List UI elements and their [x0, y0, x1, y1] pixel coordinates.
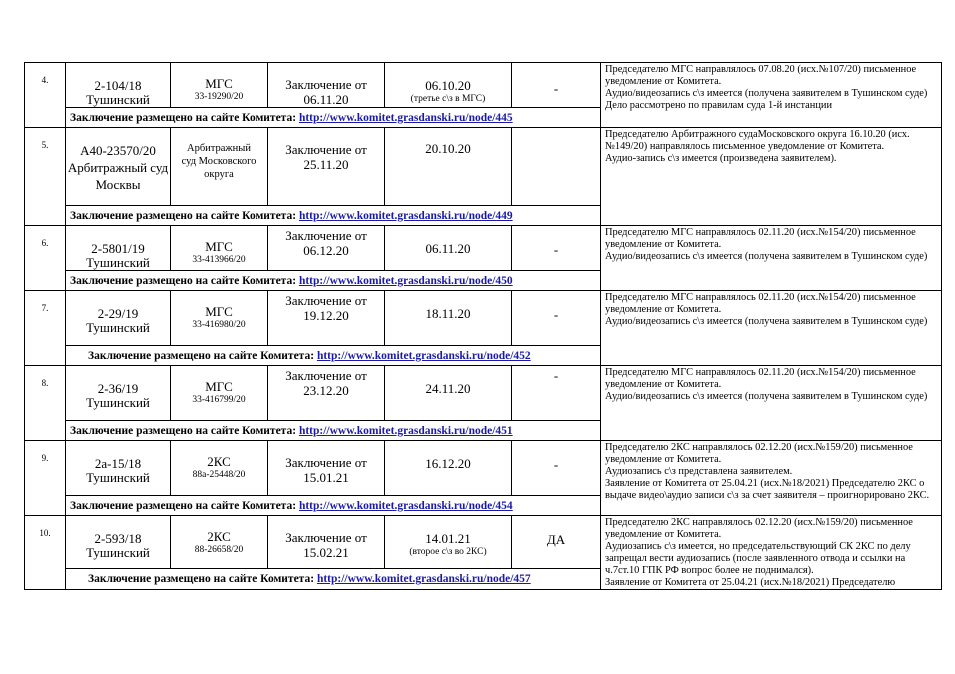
- conclusion-link[interactable]: http://www.komitet.grasdanski.ru/node/445: [298, 112, 513, 124]
- hearing-date-cell: [385, 291, 512, 346]
- conclusion-date: Заключение от 15.01.21: [268, 441, 385, 496]
- case-number: [66, 366, 171, 421]
- case-text: 2-104/18 Тушинский: [86, 78, 150, 107]
- case-text: 2-593/18 Тушинский: [86, 531, 150, 560]
- conclusion-link[interactable]: http://www.komitet.grasdanski.ru/node/457: [316, 573, 531, 586]
- hearing-date-cell: [385, 516, 512, 569]
- case-number: [66, 441, 171, 496]
- publication-note: [66, 108, 601, 128]
- table-row: [25, 63, 942, 108]
- row-number: 6.: [25, 226, 66, 291]
- notes-cell: [601, 366, 942, 441]
- court-cell: [171, 366, 268, 421]
- publication-label: Заключение размещено на сайте Комитета:: [70, 500, 299, 512]
- court-cell: [171, 128, 268, 206]
- conclusion-date: Заключение от 19.12.20: [268, 291, 385, 346]
- hearing-note: (третье с\з в МГС): [410, 94, 486, 104]
- table-row: [25, 128, 942, 206]
- publication-note: [66, 421, 601, 441]
- table-row: [25, 366, 942, 421]
- cases-table: [24, 62, 942, 590]
- hearing-date-cell: [385, 63, 512, 108]
- hearing-date: 24.11.20: [425, 381, 471, 396]
- hearing-date: 18.11.20: [425, 306, 471, 321]
- court-cell: [171, 226, 268, 271]
- note-line: Председателю Арбитражного судаМосковского округа 16.10.20 (исх.№149/20) направлялось письменное уведомление от Комитета.: [605, 129, 910, 152]
- note-line: Председателю МГС направлялось 02.11.20 (исх.№154/20) письменное уведомление от Комитета.: [605, 367, 916, 390]
- hearing-date: 16.12.20: [425, 456, 471, 471]
- court-name: МГС: [205, 379, 233, 394]
- conclusion-date: Заключение от 06.11.20: [268, 63, 385, 108]
- conclusion-date: Заключение от 25.11.20: [268, 128, 385, 206]
- conclusion-date: Заключение от 06.12.20: [268, 226, 385, 271]
- publication-label: Заключение размещено на сайте Комитета:: [70, 112, 299, 124]
- hearing-date: 20.10.20: [425, 141, 471, 156]
- publication-note: [66, 568, 601, 589]
- hearing-date: 14.01.21: [425, 531, 471, 546]
- hearing-date-cell: [385, 128, 512, 206]
- row-number: 10.: [25, 516, 66, 590]
- conclusion-link[interactable]: http://www.komitet.grasdanski.ru/node/454: [298, 500, 513, 512]
- conclusion-link[interactable]: http://www.komitet.grasdanski.ru/node/452: [316, 350, 531, 362]
- court-cell: [171, 63, 268, 108]
- court-cell: [171, 291, 268, 346]
- flag-cell: [512, 128, 601, 206]
- conclusion-date: Заключение от 15.02.21: [268, 516, 385, 569]
- note-line: Председателю 2КС направлялось 02.12.20 (исх.№159/20) письменное уведомление от Комитета.: [605, 517, 913, 540]
- hearing-date: 06.11.20: [425, 241, 471, 256]
- note-line: Дело рассмотрено по правилам суда 1-й инстанции: [605, 100, 833, 111]
- note-line: Заявление от Комитета от 25.04.21 (исх.№18/2021) Председателю 2КС о выдаче видео\аудио записи с\з за счет заявителя – проигнорировано 2КС.: [605, 478, 930, 501]
- row-number: 7.: [25, 291, 66, 366]
- note-line: Заявление от Комитета от 25.04.21 (исх.№18/2021) Председателю: [605, 577, 896, 588]
- publication-note: [66, 496, 601, 516]
- court-name: 2КС: [207, 454, 231, 469]
- court-case-number: 88-26658/20: [194, 545, 244, 555]
- court-name: Арбитражный суд Московского округа: [181, 143, 257, 180]
- case-number: [66, 226, 171, 271]
- court-case-number: 33-413966/20: [192, 255, 246, 265]
- publication-label: Заключение размещено на сайте Комитета:: [70, 425, 299, 437]
- notes-cell: [601, 441, 942, 516]
- note-line: Аудио/видеозапись с\з имеется (получена заявителем в Тушинском суде): [605, 316, 928, 327]
- court-case-number: 33-416799/20: [192, 395, 246, 405]
- note-line: Аудио/видеозапись с\з имеется (получена заявителем в Тушинском суде): [605, 88, 928, 99]
- notes-cell: [601, 291, 942, 366]
- case-text: 2а-15/18 Тушинский: [86, 456, 150, 485]
- hearing-date-cell: [385, 226, 512, 271]
- hearing-note: (второе с\з во 2КС): [409, 547, 487, 557]
- case-number: [66, 128, 171, 206]
- court-name: МГС: [205, 304, 233, 319]
- conclusion-link[interactable]: http://www.komitet.grasdanski.ru/node/451: [298, 425, 513, 437]
- note-line: Председателю МГС направлялось 07.08.20 (исх.№107/20) письменное уведомление от Комитета.: [605, 64, 917, 87]
- conclusion-link[interactable]: http://www.komitet.grasdanski.ru/node/449: [298, 210, 513, 222]
- hearing-date-cell: [385, 441, 512, 496]
- note-line: Председателю 2КС направлялось 02.12.20 (исх.№159/20) письменное уведомление от Комитета.: [605, 442, 913, 465]
- flag-cell: -: [512, 63, 601, 108]
- publication-label: Заключение размещено на сайте Комитета:: [88, 573, 317, 586]
- row-number: 8.: [25, 366, 66, 441]
- publication-note: [66, 346, 601, 366]
- notes-cell: [601, 516, 942, 590]
- notes-cell: [601, 63, 942, 128]
- case-number: [66, 516, 171, 569]
- flag-cell: -: [512, 226, 601, 271]
- case-text: А40-23570/20 Арбитражный суд Москвы: [67, 143, 169, 192]
- table-row: [25, 226, 942, 271]
- court-name: МГС: [205, 239, 233, 254]
- publication-label: Заключение размещено на сайте Комитета:: [70, 275, 299, 287]
- table-row: [25, 516, 942, 569]
- notes-cell: [601, 226, 942, 291]
- row-number: 5.: [25, 128, 66, 226]
- court-name: 2КС: [207, 529, 231, 544]
- conclusion-date: Заключение от 23.12.20: [268, 366, 385, 421]
- court-cell: [171, 441, 268, 496]
- court-case-number: 33-416980/20: [192, 320, 246, 330]
- note-line: Аудиозапись с\з имеется, но председательствующий СК 2КС по делу запрещал вести аудиозапись (после заявленного отвода и ссылки на ч.7ст.10 ГПК РФ вопрос более не поднимался).: [605, 541, 911, 576]
- table-row: [25, 291, 942, 346]
- publication-label: Заключение размещено на сайте Комитета:: [88, 350, 317, 362]
- case-text: 2-29/19 Тушинский: [86, 306, 150, 335]
- hearing-date-cell: [385, 366, 512, 421]
- conclusion-link[interactable]: http://www.komitet.grasdanski.ru/node/450: [298, 275, 513, 287]
- court-cell: [171, 516, 268, 569]
- case-number: [66, 291, 171, 346]
- note-line: Аудиозапись с\з представлена заявителем.: [605, 466, 793, 477]
- court-name: МГС: [205, 76, 233, 91]
- flag-cell: -: [512, 441, 601, 496]
- table-row: [25, 441, 942, 496]
- notes-cell: [601, 128, 942, 226]
- court-case-number: 88а-25448/20: [192, 470, 246, 480]
- flag-cell: -: [512, 291, 601, 346]
- case-number: [66, 63, 171, 108]
- row-number: 9.: [25, 441, 66, 516]
- row-number: 4.: [25, 63, 66, 128]
- note-line: Аудио/видеозапись с\з имеется (получена заявителем в Тушинском суде): [605, 251, 928, 262]
- publication-note: [66, 206, 601, 226]
- flag-cell: -: [512, 366, 601, 421]
- publication-label: Заключение размещено на сайте Комитета:: [70, 210, 299, 222]
- case-text: 2-36/19 Тушинский: [86, 381, 150, 410]
- note-line: Аудио-запись с\з имеется (произведена заявителем).: [605, 153, 837, 164]
- note-line: Председателю МГС направлялось 02.11.20 (исх.№154/20) письменное уведомление от Комитета.: [605, 292, 916, 315]
- court-case-number: 33-19290/20: [194, 92, 244, 102]
- flag-cell: ДА: [512, 516, 601, 569]
- note-line: Председателю МГС направлялось 02.11.20 (исх.№154/20) письменное уведомление от Комитета.: [605, 227, 916, 250]
- case-text: 2-5801/19 Тушинский: [86, 241, 150, 270]
- note-line: Аудио/видеозапись с\з имеется (получена заявителем в Тушинском суде): [605, 391, 928, 402]
- publication-note: [66, 271, 601, 291]
- hearing-date: 06.10.20: [425, 78, 471, 93]
